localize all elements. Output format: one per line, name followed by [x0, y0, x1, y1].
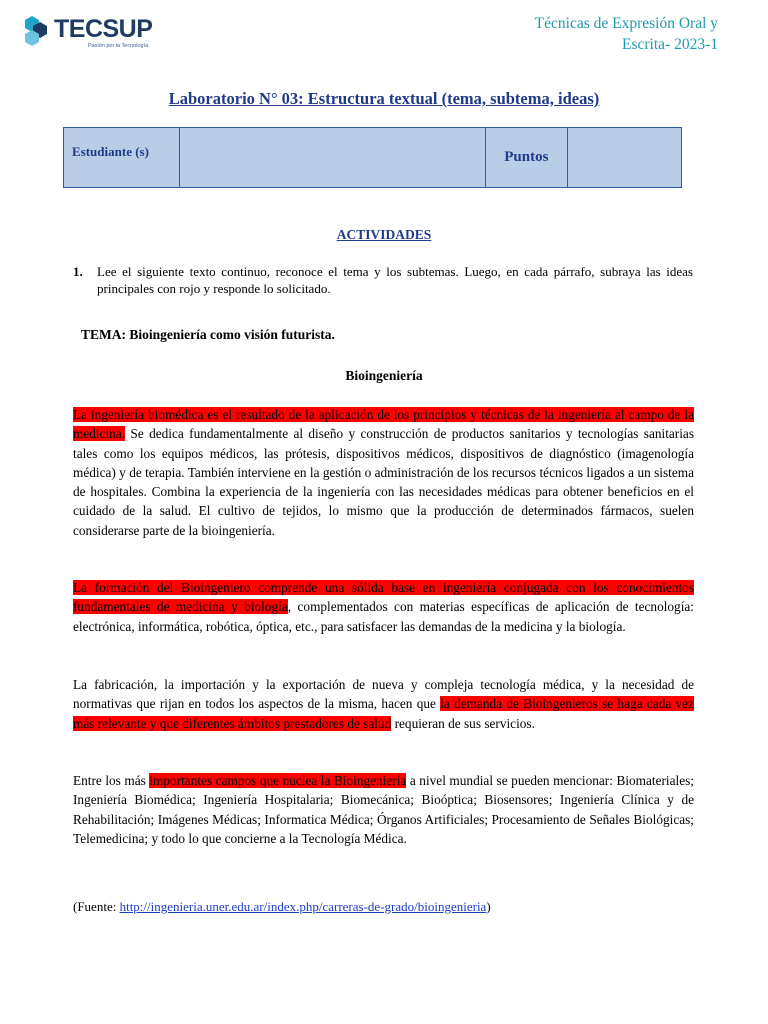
highlighted-idea: La ingeniería biomédica es el resultado de la aplicación de los principios y técnicas de la ingeniería al campo de la medicina.	[73, 407, 694, 442]
highlighted-idea: importantes campos que nuclea la Bioingeniería	[149, 773, 407, 788]
paragraph-text: , complementados con materias específicas de aplicación de tecnología: electrónica, informática, robótica, óptica, etc., para satisfacer las demandas de la medicina y la biología.	[73, 599, 694, 634]
paragraph-4	[73, 771, 694, 848]
tema-line: TEMA: Bioingeniería como visión futurista.	[81, 327, 335, 342]
logo-mark-icon	[24, 14, 54, 48]
student-table	[63, 127, 682, 188]
paragraph-3	[73, 675, 694, 733]
paragraph-text: requieran de sus servicios.	[391, 715, 535, 731]
logo-text: TECSUP	[54, 15, 153, 43]
activities-heading: ACTIVIDADES	[336, 227, 432, 242]
paragraph-text: Se dedica fundamentalmente al diseño y construcción de productos sanitarios y tecnologías sanitarias tales como los equipos médicos, las prótesis, dispositivos médicos, dispositivos de diagnóstico (imagenología médica) y de terapia. También interviene en la gestión o administración de los recursos técnicos ligados a un sistema de hospitales. Combina la experiencia de la ingeniería con las necesidades médicas para obtener beneficios en el cuidado de la salud. El cultivo de tejidos, lo mismo que la producción de determinados fármacos, suelen considerarse parte de la bioingeniería.	[73, 426, 694, 538]
tecsup-logo	[24, 14, 153, 54]
logo-tagline: Pasión por la Tecnología	[88, 43, 149, 49]
text-title: Bioingeniería	[345, 368, 423, 383]
course-line-2: Escrita- 2023-1	[622, 36, 718, 53]
instruction-item	[73, 263, 693, 297]
source-citation	[73, 899, 491, 915]
paragraph-1	[73, 405, 694, 540]
paragraph-text: La fabricación, la importación y la exportación de nueva y compleja tecnología médica, y la necesidad de normativas que rijan en todos los aspectos de la misma, hacen que	[73, 677, 694, 712]
source-link[interactable]: http://ingenieria.uner.edu.ar/index.php/carreras-de-grado/bioingenieria	[119, 899, 487, 914]
source-suffix: )	[486, 899, 491, 914]
highlighted-idea: la demanda de Bioingenieros se haga cada vez más relevante y que diferentes ámbitos prestadores de salud	[73, 696, 694, 731]
course-line-1: Técnicas de Expresión Oral y	[534, 15, 718, 32]
instruction-text: Lee el siguiente texto continuo, reconoce el tema y los subtemas. Luego, en cada párrafo, subraya las ideas principales con rojo y responde lo solicitado.	[97, 264, 693, 296]
paragraph-text: Entre los más	[73, 773, 150, 788]
points-label: Puntos	[485, 128, 567, 188]
student-label: Estudiante (s)	[64, 128, 180, 188]
highlighted-idea: La formación del Bioingeniero comprende una sólida base en ingeniería conjugada con los conocimientos fundamentales de medicina y biología	[73, 580, 694, 615]
points-field[interactable]	[568, 128, 682, 188]
lab-title: Laboratorio N° 03: Estructura textual (tema, subtema, ideas)	[168, 89, 600, 108]
course-header	[458, 13, 718, 55]
source-prefix: (Fuente:	[73, 899, 120, 914]
instruction-number: 1.	[73, 264, 83, 279]
student-name-field[interactable]	[180, 128, 486, 188]
paragraph-2	[73, 578, 694, 636]
paragraph-text: a nivel mundial se pueden mencionar: Biomateriales; Ingeniería Biomédica; Ingeniería Hospitalaria; Biomecánica; Bioóptica; Biosensores; Ingeniería Clínica y de Rehabilitación; Imágenes Médicas; Informatica Médica; Órganos Artificiales; Procesamiento de Señales Biológicas; Telemedicina; y todo lo que concierne a la Tecnología Médica.	[73, 773, 694, 846]
